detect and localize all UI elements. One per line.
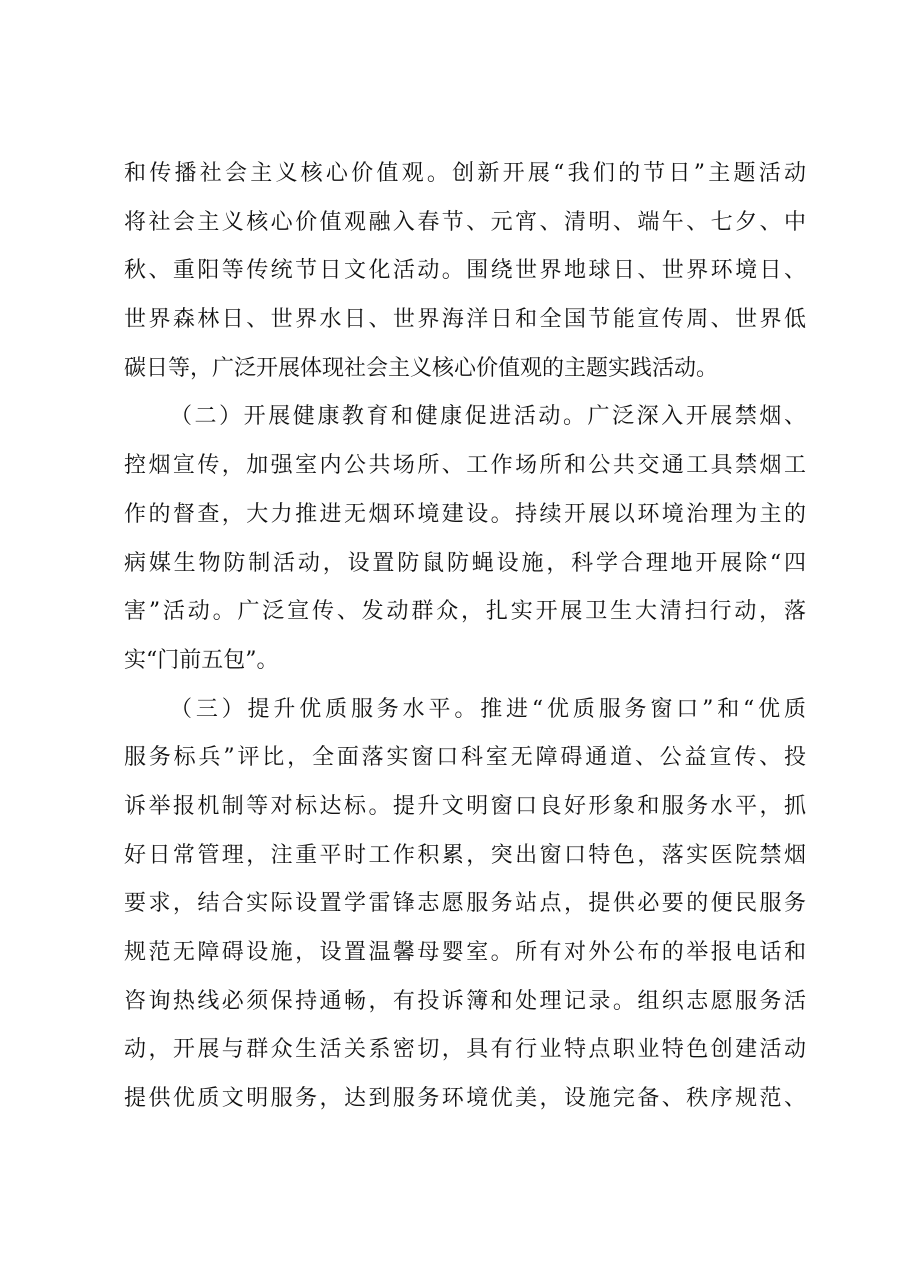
paragraph-line: 好日常管理，注重平时工作积累，突出窗口特色，落实医院禁烟 [124,842,806,868]
paragraph-line: 要求，结合实际设置学雷锋志愿服务站点，提供必要的便民服务 [124,891,806,917]
paragraph-line: 实“门前五包”。 [124,647,279,673]
paragraph-line: 害”活动。广泛宣传、发动群众，扎实开展卫生大清扫行动，落 [124,599,806,625]
paragraph-line: 将社会主义核心价值观融入春节、元宵、清明、端午、七夕、中 [124,209,806,235]
paragraph-line: 咨询热线必须保持通畅，有投诉簿和处理记录。组织志愿服务活 [124,988,806,1014]
paragraph-line: 提供优质文明服务，达到服务环境优美，设施完备、秩序规范、 [124,1086,806,1112]
paragraph-line: 控烟宣传，加强室内公共场所、工作场所和公共交通工具禁烟工 [124,453,806,479]
paragraph-line: 规范无障碍设施，设置温馨母婴室。所有对外公布的举报电话和 [124,940,806,965]
paragraph-line: 病媒生物防制活动，设置防鼠防蝇设施，科学合理地开展除“四 [124,550,806,576]
paragraph-line: 作的督查，大力推进无烟环境建设。持续开展以环境治理为主的 [124,501,806,527]
paragraph-line: 碳日等，广泛开展体现社会主义核心价值观的主题实践活动。 [124,355,719,381]
paragraph-line: 诉举报机制等对标达标。提升文明窗口良好形象和服务水平，抓 [124,793,806,819]
paragraph-line: 世界森林日、世界水日、世界海洋日和全国节能宣传周、世界低 [124,307,806,333]
paragraph-line: 动，开展与群众生活关系密切，具有行业特点职业特色创建活动 [124,1037,806,1063]
paragraph-line: 和传播社会主义核心价值观。创新开展“我们的节日”主题活动 [124,161,806,186]
section-heading-line: （二）开展健康教育和健康促进活动。广泛深入开展禁烟、 [170,404,806,430]
paragraph-line: 秋、重阳等传统节日文化活动。围绕世界地球日、世界环境日、 [124,258,806,284]
section-heading-line: （三）提升优质服务水平。推进“优质服务窗口”和“优质 [170,696,806,722]
document-body [124,150,806,1124]
paragraph-line: 服务标兵”评比，全面落实窗口科室无障碍通道、公益宣传、投 [124,745,806,771]
